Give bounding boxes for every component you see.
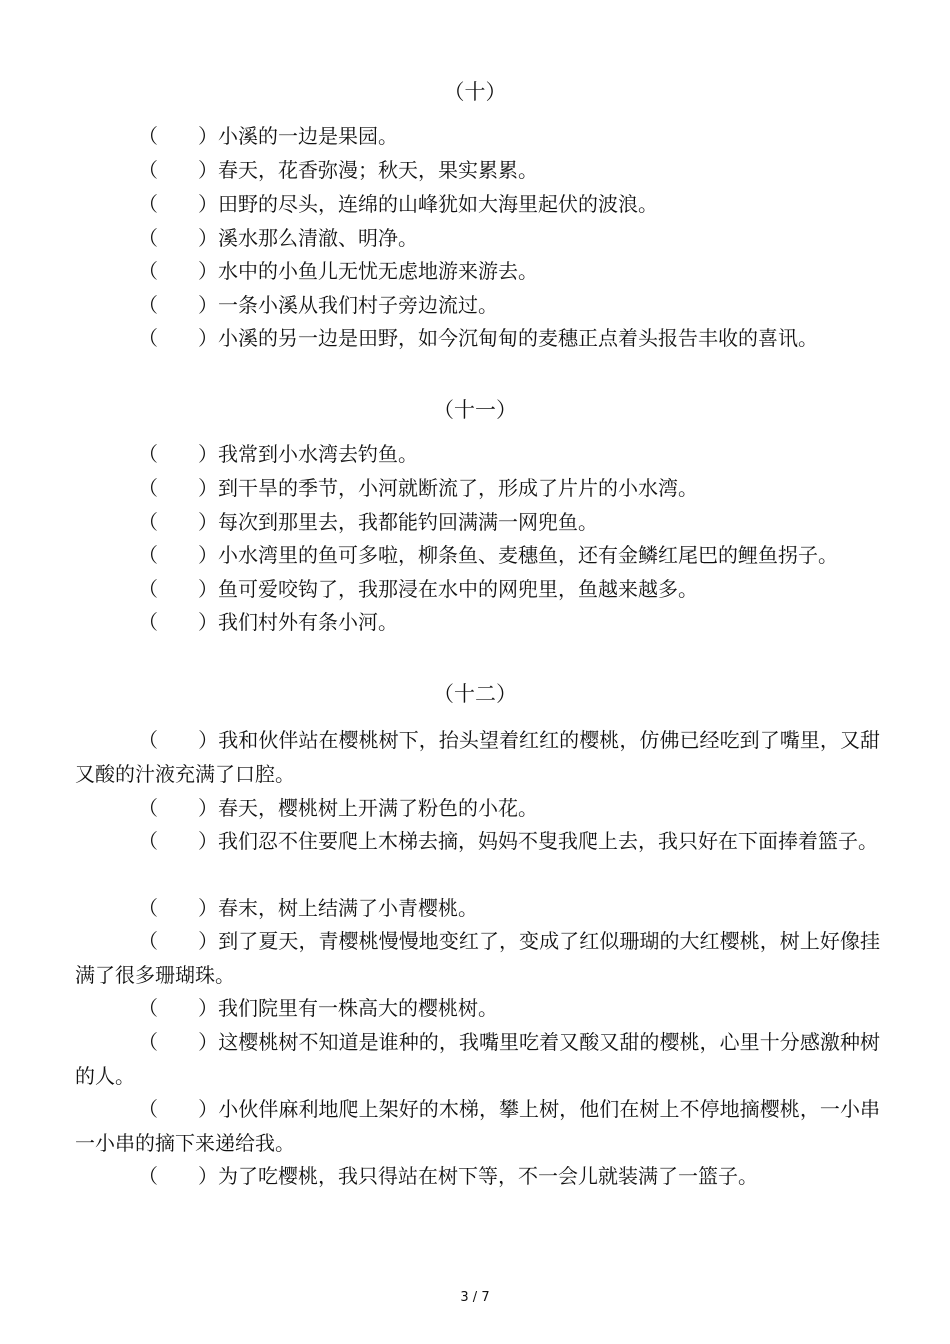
- list-item: （ ）我常到小水湾去钓鱼。: [138, 442, 418, 466]
- list-item: （ ）到干旱的季节，小河就断流了，形成了片片的小水湾。: [138, 476, 698, 500]
- section-title-11: （十一）: [433, 398, 517, 422]
- list-item: （ ）水中的小鱼儿无忧无虑地游来游去。: [138, 259, 538, 283]
- list-item: （ ）小溪的一边是果园。: [138, 124, 398, 148]
- paragraph-item: （ ）我和伙伴站在樱桃树下，抬头望着红红的樱桃，仿佛已经吃到了嘴里，又甜又酸的汁液充满了口腔。: [75, 728, 880, 786]
- list-item: （ ）我们村外有条小河。: [138, 610, 398, 634]
- list-item: （ ）小溪的另一边是田野，如今沉甸甸的麦穗正点着头报告丰收的喜讯。: [138, 326, 818, 350]
- list-item: （ ）每次到那里去，我都能钓回满满一网兜鱼。: [138, 510, 598, 534]
- paragraph-item: （ ）我们院里有一株高大的樱桃树。: [138, 996, 498, 1020]
- list-item: （ ）田野的尽头，连绵的山峰犹如大海里起伏的波浪。: [138, 192, 658, 216]
- paragraph-item: （ ）春末，树上结满了小青樱桃。: [138, 896, 478, 920]
- list-item: （ ）鱼可爱咬钩了，我那浸在水中的网兜里，鱼越来越多。: [138, 577, 698, 601]
- list-item: （ ）春天，花香弥漫；秋天，果实累累。: [138, 158, 538, 182]
- paragraph-item: （ ）为了吃樱桃，我只得站在树下等，不一会儿就装满了一篮子。: [138, 1164, 758, 1188]
- section-title-10: （十）: [443, 80, 507, 104]
- page-number: 3 / 7: [460, 1290, 490, 1305]
- paragraph-item: （ ）我们忍不住要爬上木梯去摘，妈妈不叟我爬上去，我只好在下面捧着篮子。: [138, 829, 878, 853]
- list-item: （ ）一条小溪从我们村子旁边流过。: [138, 293, 498, 317]
- paragraph-item: （ ）到了夏天，青樱桃慢慢地变红了，变成了红似珊瑚的大红樱桃，树上好像挂满了很多珊瑚珠。: [75, 929, 880, 987]
- list-item: （ ）溪水那么清澈、明净。: [138, 226, 418, 250]
- paragraph-item: （ ）小伙伴麻利地爬上架好的木梯，攀上树，他们在树上不停地摘樱桃，一小串一小串的摘下来递给我。: [75, 1097, 880, 1155]
- paragraph-item: （ ）春天，樱桃树上开满了粉色的小花。: [138, 796, 538, 820]
- section-title-12: （十二）: [433, 682, 517, 706]
- list-item: （ ）小水湾里的鱼可多啦，柳条鱼、麦穗鱼，还有金鳞红尾巴的鲤鱼拐子。: [138, 543, 838, 567]
- paragraph-item: （ ）这樱桃树不知道是谁种的，我嘴里吃着又酸又甜的樱桃，心里十分感激种树的人。: [75, 1030, 880, 1088]
